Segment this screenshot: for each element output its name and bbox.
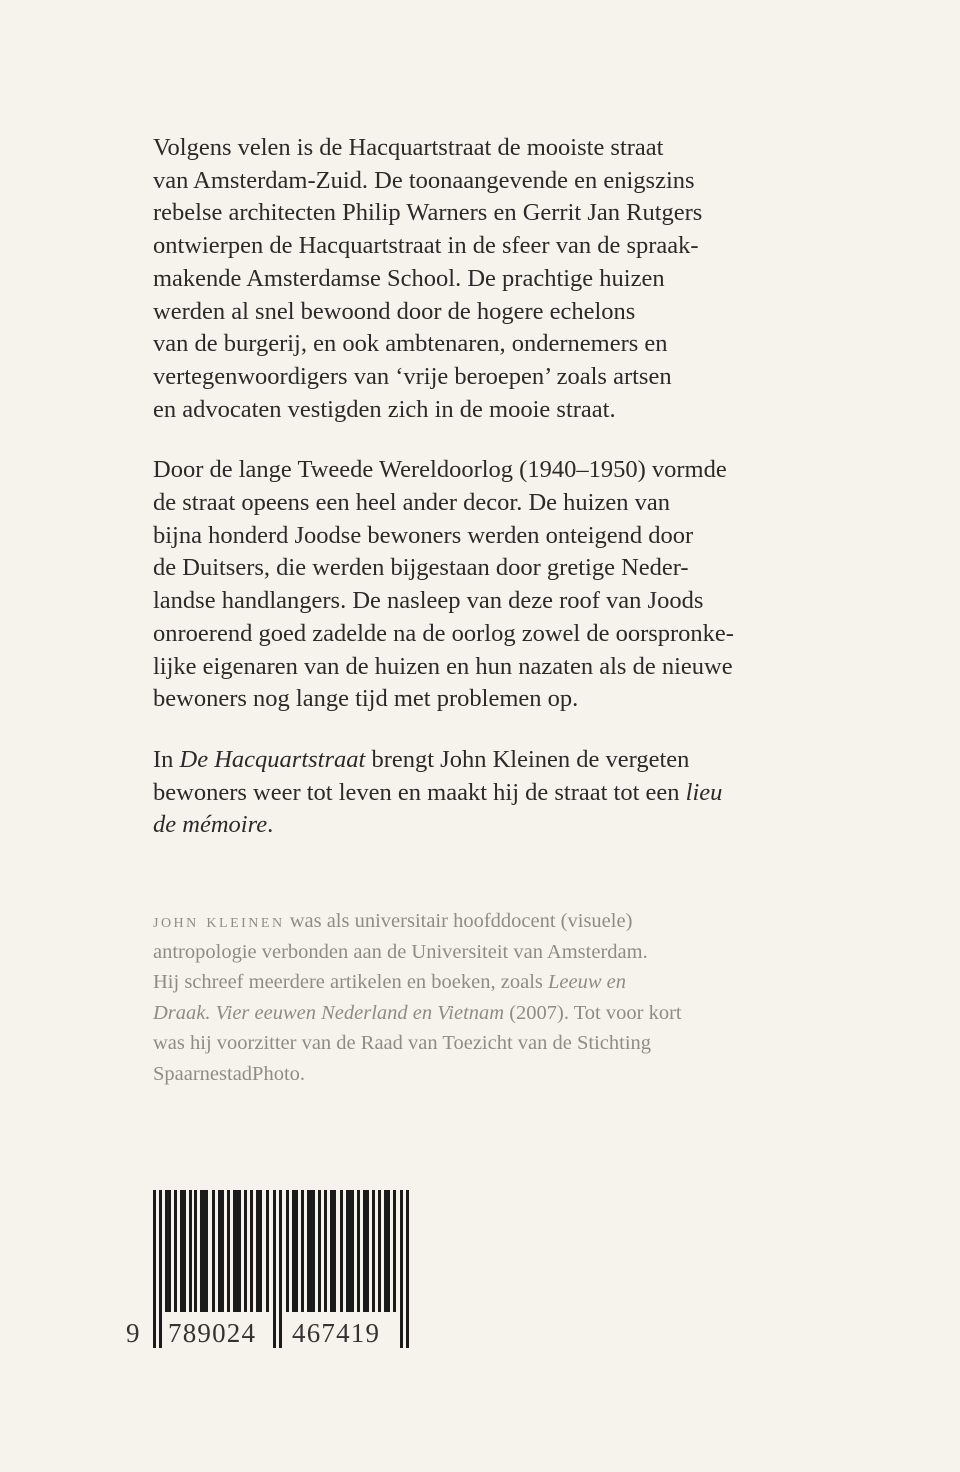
text-line: de straat opeens een heel ander decor. De huizen van (153, 489, 670, 517)
text-line: van Amsterdam-Zuid. De toonaangevende en enigszins (153, 166, 695, 194)
italic-phrase: Leeuw en (548, 971, 626, 993)
italic-phrase: lieu (685, 778, 723, 806)
text-run: (2007). Tot voor kort (504, 1001, 682, 1024)
text-line (153, 777, 793, 810)
text-line (153, 906, 793, 937)
text-line: bijna honderd Joodse bewoners werden onteigend door (153, 521, 694, 549)
italic-phrase: de mémoire (153, 811, 268, 839)
blurb-paragraph-3 (153, 744, 793, 842)
text-line: antropologie verbonden aan de Universiteit van Amsterdam. (153, 940, 648, 963)
book-title: De Hacquartstraat (179, 745, 366, 773)
text-run: In (153, 745, 180, 773)
isbn-digit-group: 467419 (292, 1318, 381, 1348)
text-line: en advocaten vestigden zich in de mooie straat. (153, 395, 616, 423)
text-line: van de burgerij, en ook ambtenaren, ondernemers en (153, 330, 668, 358)
blurb-paragraph-1 (153, 132, 793, 426)
text-line: makende Amsterdamse School. De prachtige huizen (153, 264, 665, 292)
isbn-digit-group: 789024 (168, 1318, 257, 1348)
text-line (153, 967, 793, 998)
text-line: ontwierpen de Hacquartstraat in de sfeer van de spraak- (153, 232, 699, 260)
text-run: brengt John Kleinen de vergeten (365, 745, 690, 773)
text-run: was als universitair hoofddocent (visuele) (284, 910, 633, 932)
text-line: rebelse architecten Philip Warners en Gerrit Jan Rutgers (153, 199, 703, 227)
text-line: werden al snel bewoond door de hogere echelons (153, 297, 636, 325)
text-run: bewoners weer tot leven en maakt hij de straat tot een (153, 778, 686, 806)
isbn-lead-digit: 9 (126, 1318, 140, 1348)
text-line: was hij voorzitter van de Raad van Toezicht van de Stichting (153, 1032, 652, 1054)
text-line: Door de lange Tweede Wereldoorlog (1940–1950) vormde (153, 456, 727, 484)
back-cover-blurb (153, 132, 793, 842)
text-line: landse handlangers. De nasleep van deze roof van Joods (153, 587, 704, 615)
text-line (153, 809, 793, 842)
text-run: Hij schreef meerdere artikelen en boeken, zoals (153, 971, 548, 993)
text-line: bewoners nog lange tijd met problemen op. (153, 685, 579, 713)
text-line: vertegenwoordigers van ‘vrije beroepen’ zoals artsen (153, 362, 672, 390)
isbn-barcode (126, 1190, 426, 1360)
text-line: de Duitsers, die werden bijgestaan door gretige Neder- (153, 554, 689, 582)
author-bio (153, 906, 793, 1089)
text-line: SpaarnestadPhoto. (153, 1062, 306, 1085)
text-line (153, 998, 793, 1029)
text-line: Volgens velen is de Hacquartstraat de mooiste straat (153, 134, 664, 161)
text-line (153, 744, 793, 777)
italic-phrase: Draak. Vier eeuwen Nederland en Vietnam (153, 1001, 505, 1024)
text-run: . (267, 811, 274, 839)
text-line: lijke eigenaren van de huizen en hun nazaten als de nieuwe (153, 652, 733, 680)
author-name: john kleinen (153, 910, 285, 932)
blurb-paragraph-2 (153, 454, 793, 716)
text-line: onroerend goed zadelde na de oorlog zowel de oorspronke- (153, 619, 734, 647)
